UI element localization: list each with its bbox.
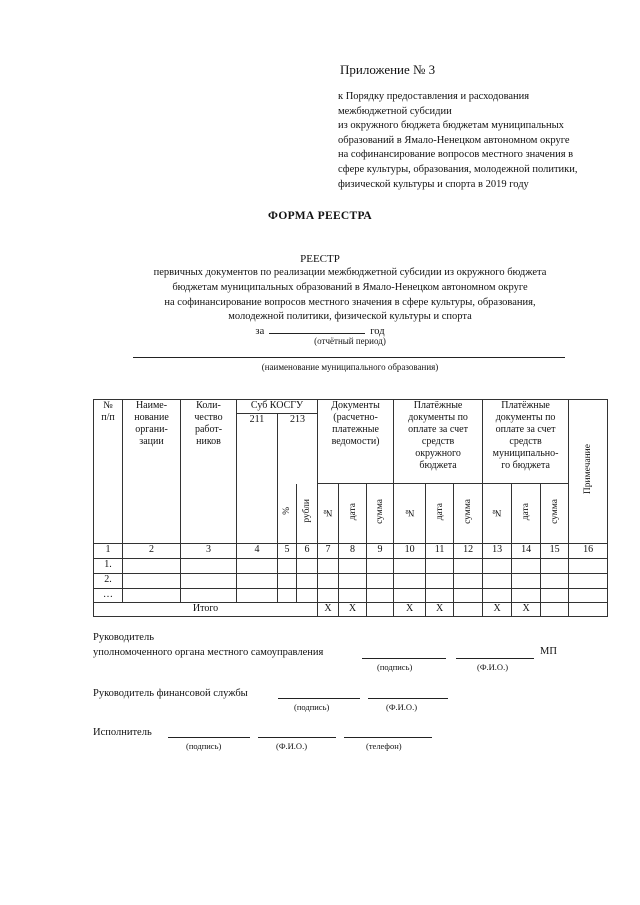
total-row xyxy=(94,603,608,617)
header-num: № п/п xyxy=(94,400,123,544)
header-documents: Документы (расчетно- платежные ведомости) xyxy=(318,400,394,484)
column-number: 16 xyxy=(569,544,608,559)
header-percent: % xyxy=(278,484,297,544)
header-note-text: Примечание xyxy=(583,444,594,495)
fin-signature-field[interactable] xyxy=(278,698,360,699)
appendix-title: Приложение № 3 xyxy=(340,62,436,77)
header-mun-date: дата xyxy=(512,484,541,544)
register-line: первичных документов по реализации межбюджетной субсидии из окружного бюджета xyxy=(153,267,547,278)
appendix-line: образований в Ямало-Ненецком автономном округе xyxy=(338,134,570,146)
municipality-caption: (наименование муниципального образования) xyxy=(261,362,439,372)
header-payments-okrug: Платёжные документы по оплате за счет средств окружного бюджета xyxy=(394,400,483,484)
column-number: 5 xyxy=(278,544,297,559)
fin-head-label: Руководитель финансовой службы xyxy=(93,688,248,699)
x-mark: X xyxy=(394,603,426,617)
column-number: 1 xyxy=(94,544,123,559)
column-number: 4 xyxy=(237,544,278,559)
column-number: 14 xyxy=(512,544,541,559)
executor-phone-field[interactable] xyxy=(344,737,432,738)
x-mark: X xyxy=(512,603,541,617)
table-row xyxy=(94,589,608,603)
period-field[interactable] xyxy=(269,323,365,334)
header-docs-no: № xyxy=(318,484,339,544)
appendix-line: к Порядку предоставления и расходования xyxy=(338,91,530,102)
head-signature-caption: (подпись) xyxy=(377,662,413,672)
column-number: 7 xyxy=(318,544,339,559)
register-line: на софинансирование вопросов местного значения в сфере культуры, образования, xyxy=(164,296,536,308)
header-docs-date: дата xyxy=(339,484,367,544)
executor-signature-caption: (подпись) xyxy=(186,741,222,751)
header-note xyxy=(569,400,608,544)
head-signature-field[interactable] xyxy=(362,658,446,659)
head-fio-field[interactable] xyxy=(456,658,534,659)
appendix-line: межбюджетной субсидии xyxy=(338,105,452,117)
register-table xyxy=(93,399,607,618)
executor-fio-caption: (Ф.И.О.) xyxy=(276,741,308,751)
appendix-line: сфере культуры, образования, молодежной политики, xyxy=(338,163,578,175)
column-number: 6 xyxy=(297,544,318,559)
column-number: 10 xyxy=(394,544,426,559)
column-number: 2 xyxy=(123,544,181,559)
fin-fio-caption: (Ф.И.О.) xyxy=(386,702,418,712)
fin-fio-field[interactable] xyxy=(368,698,448,699)
header-okrug-sum: сумма xyxy=(454,484,483,544)
appendix-line: из окружного бюджета бюджетам муниципальных xyxy=(338,120,564,132)
column-number: 9 xyxy=(367,544,394,559)
register-subtitle xyxy=(0,266,640,325)
header-employee-count: Коли- чество работ- ников xyxy=(181,400,237,544)
head-fio-caption: (Ф.И.О.) xyxy=(477,662,509,672)
executor-label: Исполнитель xyxy=(93,727,152,738)
row-number: 2. xyxy=(94,574,123,589)
head-label-1: Руководитель xyxy=(93,632,154,643)
form-title: ФОРМА РЕЕСТРА xyxy=(268,210,372,222)
period-line xyxy=(0,323,640,337)
total-label: Итого xyxy=(94,603,318,617)
header-mun-sum: сумма xyxy=(541,484,569,544)
register-title: РЕЕСТР xyxy=(300,253,340,265)
period-prefix: за xyxy=(255,326,265,337)
executor-signature-field[interactable] xyxy=(168,737,250,738)
header-kosgu: Суб КОСГУ xyxy=(237,400,318,414)
appendix-line: физической культуры и спорта в 2019 году xyxy=(338,178,529,190)
x-mark: X xyxy=(426,603,454,617)
header-okrug-no: № xyxy=(394,484,426,544)
header-docs-sum: сумма xyxy=(367,484,394,544)
appendix-line: на софинансирование вопросов местного значения в xyxy=(338,149,574,161)
executor-fio-field[interactable] xyxy=(258,737,336,738)
municipality-field[interactable] xyxy=(133,357,565,358)
x-mark: X xyxy=(339,603,367,617)
column-number: 12 xyxy=(454,544,483,559)
header-rubles: рубли xyxy=(297,484,318,544)
head-label-2: уполномоченного органа местного самоуправления xyxy=(93,647,324,658)
register-line: молодежной политики, физической культуры и спорта xyxy=(228,311,472,323)
header-org-name: Наиме- нование органи- зации xyxy=(123,400,181,544)
x-mark: X xyxy=(483,603,512,617)
column-number: 15 xyxy=(541,544,569,559)
x-mark: X xyxy=(318,603,339,617)
header-okrug-date: дата xyxy=(426,484,454,544)
header-mun-no: № xyxy=(483,484,512,544)
column-number: 3 xyxy=(181,544,237,559)
header-kosgu-211: 211 xyxy=(237,414,278,544)
table-row xyxy=(94,559,608,574)
table-row xyxy=(94,574,608,589)
register-line: бюджетам муниципальных образований в Ямало-Ненецком автономном округе xyxy=(172,281,528,293)
header-kosgu-213: 213 xyxy=(278,414,318,484)
executor-phone-caption: (телефон) xyxy=(366,741,402,751)
column-numbers-row xyxy=(94,544,608,559)
row-number: … xyxy=(94,589,123,603)
row-number: 1. xyxy=(94,559,123,574)
fin-signature-caption: (подпись) xyxy=(294,702,330,712)
period-suffix: год xyxy=(370,326,385,337)
appendix-body xyxy=(338,90,638,192)
period-caption: (отчётный период) xyxy=(314,336,386,346)
header-payments-municipal: Платёжные документы по оплате за счет средств муниципально- го бюджета xyxy=(483,400,569,484)
column-number: 11 xyxy=(426,544,454,559)
mp-label: МП xyxy=(540,646,557,657)
column-number: 13 xyxy=(483,544,512,559)
column-number: 8 xyxy=(339,544,367,559)
